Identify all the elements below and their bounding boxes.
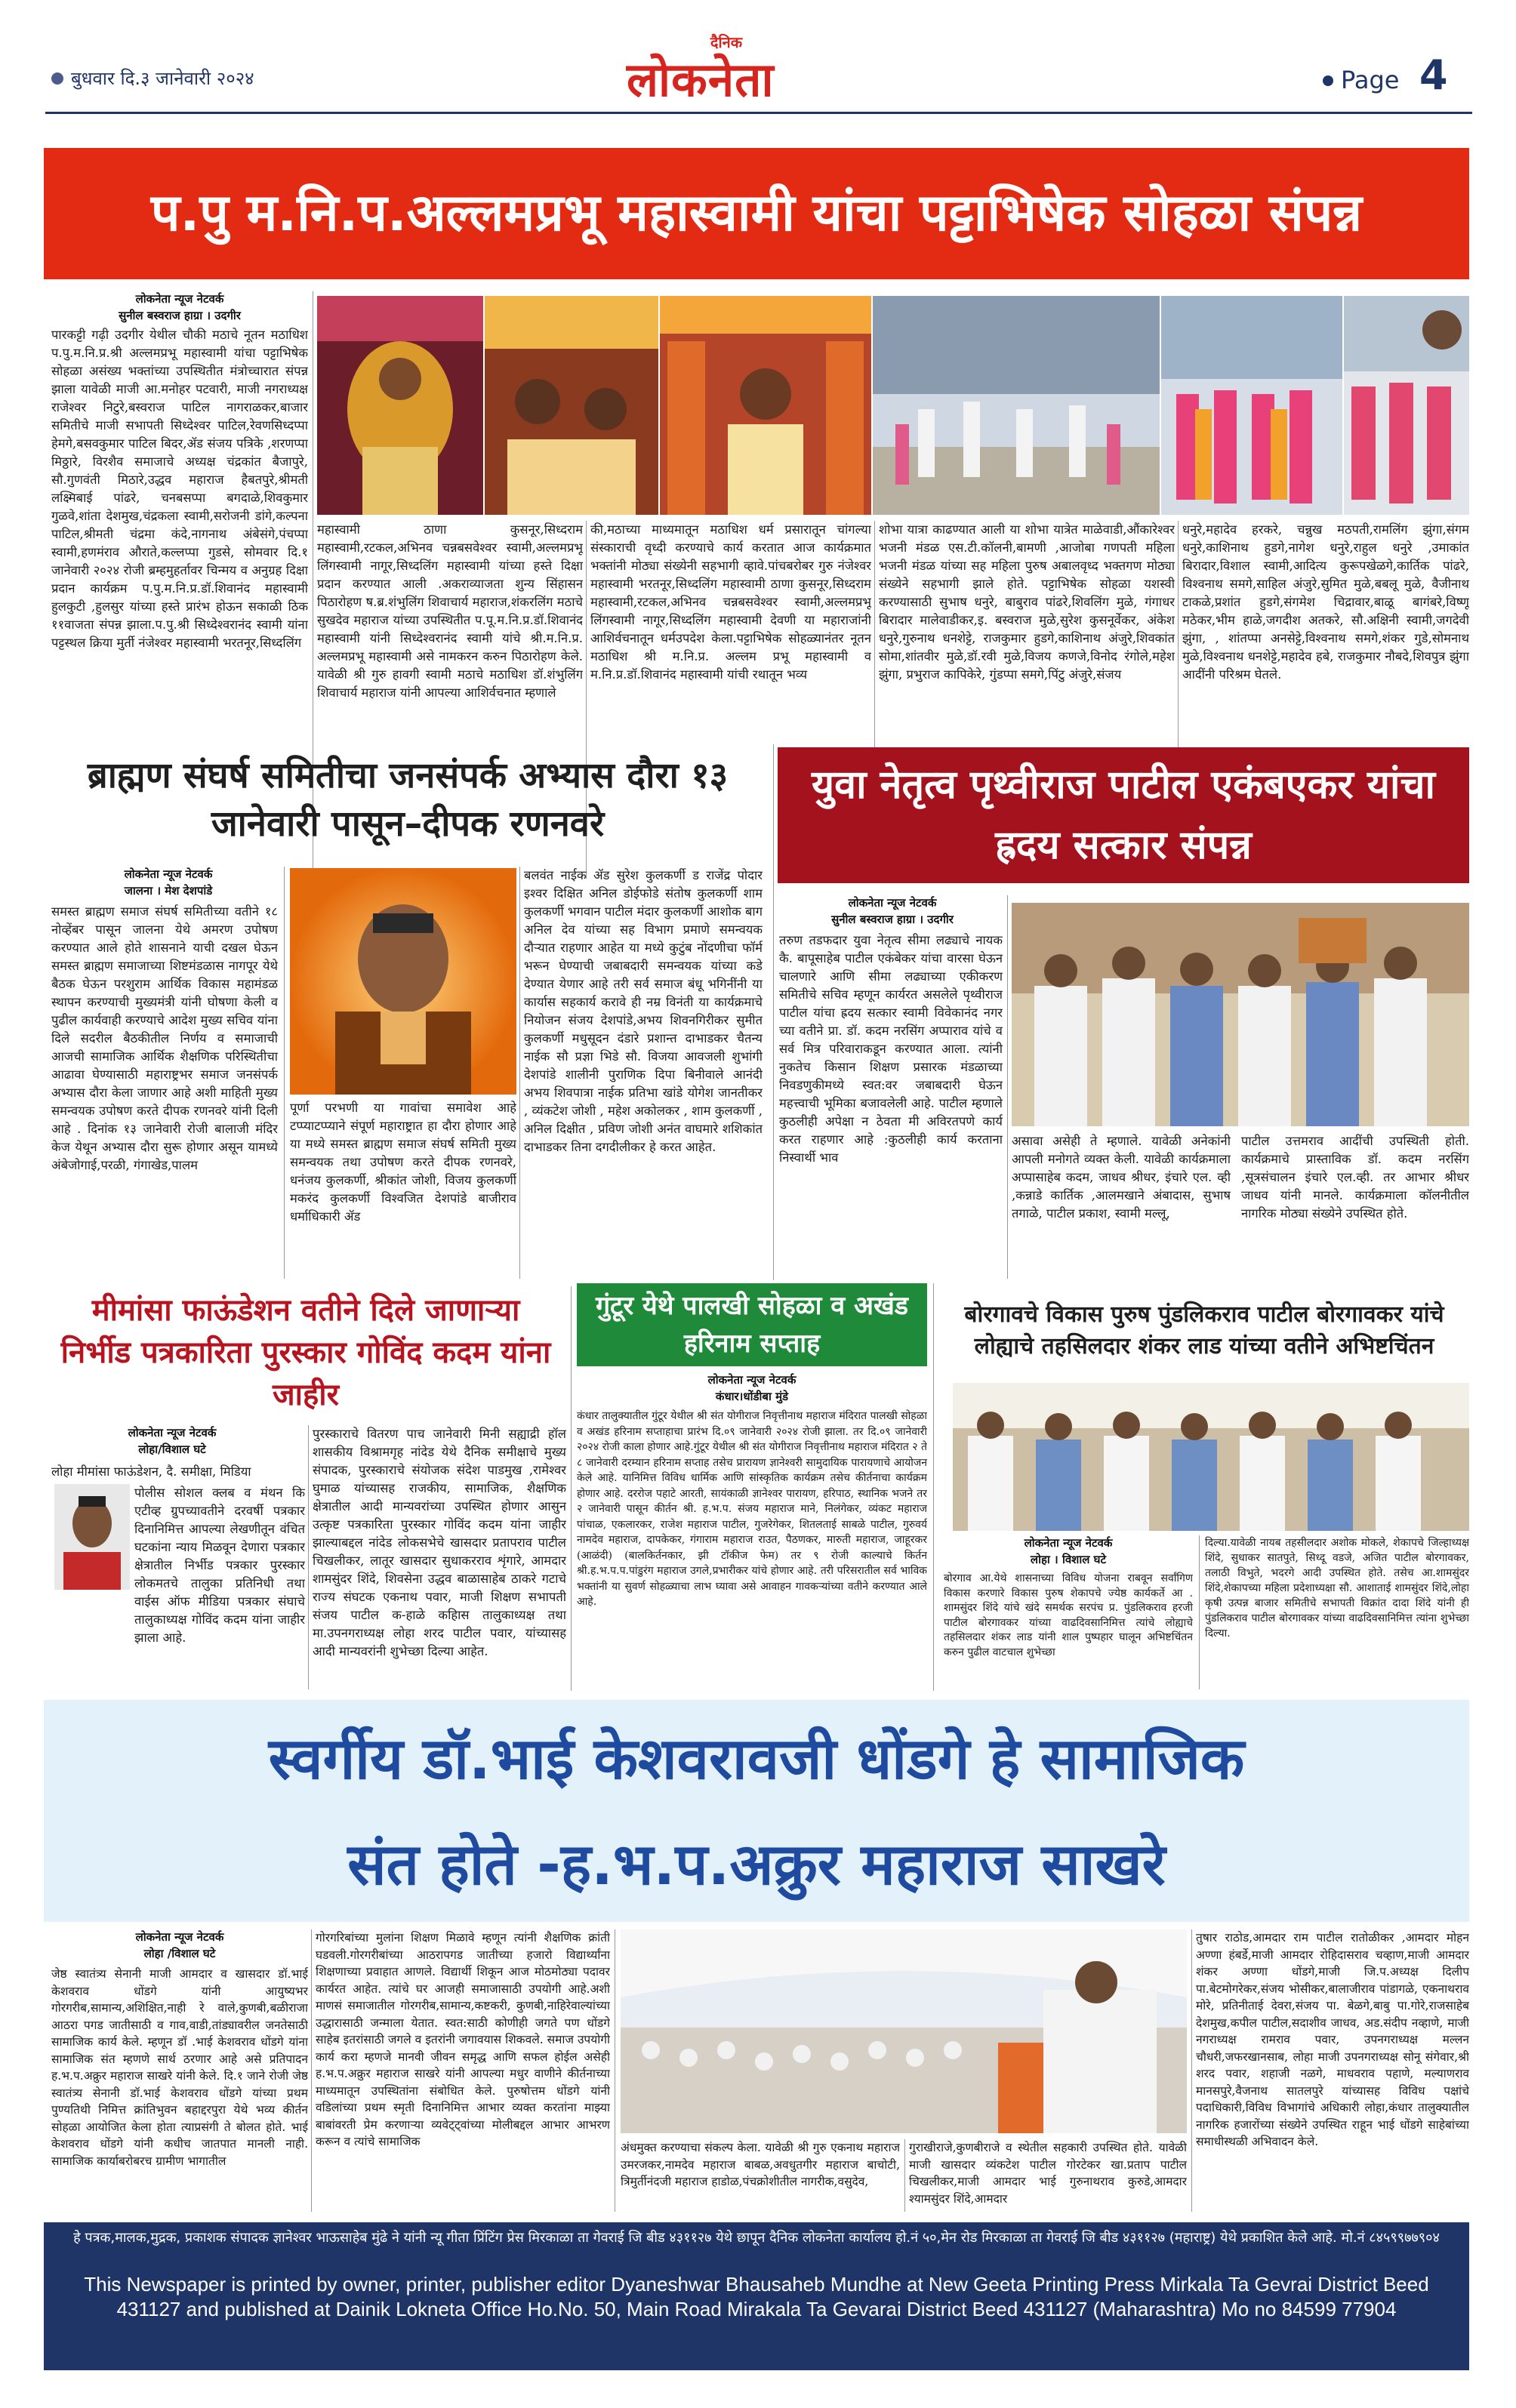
story2-column-3: बलवंत नाईक ॲड सुरेश कुलकर्णी ड राजेंद्र पोदार इश्वर दिक्षित अनिल डोईफोडे संतोष कुलकर्णी शाम कुलकर्णी भगवान पाटील मंदार कुलकर्णी आशोक बाग अनिल देव यांच्या सह विभाग प्रमाणे समन्वयक दौऱ्यात राहणार आहेत या मध्ये कुटुंब नोंदणीचा फॉर्म भरून घेण्याची जबाबदारी समन्वयक यांच्या कडे देण्यात येणार आहे तरी सर्व समाज बंधू भगिनींनी या कार्यास सहकार्य करावे ही नम्र विनंती या कार्यक्रमाचे नियोजन संजय देशपांडे,अभय शिवनगिरीकर सुमीत कुलकर्णी मधुसूदन दंडारे प्रशान्त दाभाडकर चैतन्य नाईक सौ प्रज्ञा भिडे सौ. विजया आवजली शुभांगी देशपांडे शालीनी पुराणिक दिपा बिनीवाले आनंदी अभय शिवपात्रा नाईक प्रतिभा खांडे योगेश जानतीकर , व्यंकटेश जोशी , महेश अकोलकर , शाम कुलकर्णी , अनिल दिक्षीत , प्रविण जोशी अनंत वाघमारे शशिकांत दाभाडकर तिना दगदीलीकर हे करत आहेत.: [524, 868, 763, 1154]
story6-byline-network: लोकनेता न्यूज नेटवर्क: [1024, 1536, 1113, 1550]
story5-body: कंधार तालुक्यातील गुंटूर येथील श्री संत योगीराज निवृत्तीनाथ महाराज मंदिरात पालखी सोहळा व अखंड हरिनाम सप्ताहाचा प्रारंभ दि.०९ जानेवारी २०२४ रोजी झाला. तर दि.०९ जानेवारी २०२४ रोजी काला होणार आहे.गुंटूर येथील श्री संत योगीराज निवृत्तीनाथ महाराज मंदिरात २ ते ८ जानेवारी दरम्यान हरिनाम सप्ताह तसेच प्रारायण ज्ञानेश्वरी सामुदायिक पारायणाचे आयोजन केले आहे. यानिमित्त विविध धार्मिक आणि सांस्कृतिक कार्यक्रम तसेच कीर्तनाचा कार्यक्रम होणार आहे. दररोज पहाटे आरती, सायंकाळी ज्ञानेश्वर पारायण, हरिपाठ, स्थानिक भजने तर २ जानेवारी पासून कीर्तन श्री. ह.भ.प. संजय महाराज माने, निलंगेकर, व्यंकट महाराज पांचाळ, एकलारकर, राजेश महाराज पाटील, गुजरेगेकर, शितलताई साबळे पाटील, गुरुवर्य नामदेव महाराज, दापकेकर, गंगाराम महाराज राउत, पैठणकर, मारुती महाराज, जाहूरकर (आळंदी) (बालकिर्तनकार, झी टॉकीज फेम) तर ९ रोजी काल्याचे किर्तन श्री.ह.भ.प.प.पांडुरंग महाराज उगले,प्रभारीकर यांचे होणार आहे. तरी परिसरातील सर्व भाविक भक्तांनी या सुवर्ण सोहळ्याचा लाभ घ्यावा असे आवाहन गावकऱ्यांच्या वतीने करण्यात आले आहे.: [577, 1410, 927, 1608]
story1-photo-procession-3: [1344, 296, 1469, 515]
story2-byline-network: लोकनेता न्यूज नेटवर्क: [124, 867, 213, 881]
column-rule: [773, 744, 774, 1280]
imprint-marathi: हे पत्रक,मालक,मुद्रक, प्रकाशक संपादक ज्ञानेश्वर भाऊसाहेब मुंढे ने यांनी न्यू गीता प्रिंटिंग प्रेस मिरकाळा ता गेवराई जि बीड ४३११२७ येथे छापून दैनिक लोकनेता कार्यालय हो.नं ५०,मेन रोड मिरकाळा ता गेवराई जि बीड ४३११२७ (महाराष्ट्र) येथे प्रकाशित केले आहे. मो.नं ८४५९९७७९०४: [73, 2230, 1440, 2246]
masthead: [0, 0, 1516, 136]
column-rule: [1191, 1929, 1192, 2212]
story1-byline-network: लोकनेता न्यूज नेटवर्क: [135, 292, 224, 306]
imprint-english: This Newspaper is printed by owner, printer, publisher editor Dyaneshwar Bhausaheb Mundhe at New Geeta Printing Press Mirkala Ta Gevrai District Beed 431127 and published at Dainik Lokneta Office Ho.No. 50, Main Road Mirakala Ta Gevarai District Beed 431127 (Maharashtra) Mo no 84599 77904: [84, 2273, 1429, 2320]
story4-photo-govind-kadam: [54, 1484, 130, 1590]
column-rule: [933, 1283, 934, 1691]
story4-column-1: पोलीस सोशल क्लब व मंथन कि एटीव्ह ग्रुपच्यावतीने दरवर्षी पत्रकार दिनानिमित्त आपल्या लेखणीतून वंचित घटकांना न्याय मिळवून देणारा पत्रकार क्षेत्रातील निर्भीड पत्रकार पुरस्कार लोकमतचे तालुका प्रतिनिधी तथा वाईस ऑफ मीडिया पत्रकार संघाचे तालुकाध्यक्ष गोविंद कदम यांना जाहीर झाला आहे.: [134, 1486, 305, 1645]
story1-photo-ceremony-3: [660, 296, 871, 515]
story1-column-1: पारकट्टी गढ़ी उदगीर येथील चौकी मठाचे नूतन मठाधिश प.पु.म.नि.प्र.श्री अल्लमप्रभू महास्वामी यांचा पट्टाभिषेक सोहळा असंख्य भक्तांच्या उपस्थितीत मंत्रोच्चारात संपन्न झाला यावेळी माजी आ.मनोहर पटवारी, माजी नगराध्यक्ष राजेश्वर निटुरे,बस्वराज पाटिल नागराळकर,बाजार समितीचे माजी सभापती सिध्देश्वर पाटिल,रेवणसिध्दप्पा हेमगे,बसवकुमार पाटिल बिदर,ॲड संजय पत्रिके ,शरणप्पा मिठ्ठारे, विरशैव समाजाचे अध्यक्ष चंद्रकांत बैजापुरे, सौ.गुणवंती मिठारे,उद्धव महाराज हैबतपुरे,श्रीमती लक्ष्मिबाई पांढरे, चनबसप्पा बगदाळे,शिवकुमार गुळवे,शांता देशमुख,चंद्रकला स्वामी,सरोजनी डांगे,कल्पना पाटिल,श्रीमती चंद्रमा कंदे,नागनाथ अंबेसंगे,पंचप्पा स्वामी,हणमंराव औराते,कल्लप्पा गुडसे, सोमवार दि.१ जानेवारी २०२४ रोजी ब्रम्हमुहर्तावर चिन्मय व अनुग्रह दिक्षा प्रदान कार्यक्रम प.पु.म.नि.प्र.डॉ.शिवानंद महास्वामी हुलकुटी ,हुलसुर यांच्या हस्ते प्रारंभ होऊन सकाळी ठिक ११वाजता संपन्न झाला.प.पु.श्री सिध्देश्वरानंद स्वामी यांना पट्टस्थल क्रिया मुर्ती नंजेश्वर महास्वामी भरतनूर,सिध्दलिंग: [51, 328, 308, 650]
column-rule: [1007, 895, 1008, 1279]
story1-photo-procession-1: [873, 296, 1160, 515]
story7-column-3: अंधमुक्त करण्याचा संकल्प केला. यावेळी श्री गुरु एकनाथ महाराज उमरजकर,नामदेव महाराज बाबळ,अवधुतगीर महाराज बाचोटी, त्रिमुर्तीनंदजी महाराज हाडोळ,पंचक्रोशीतील नागरीक,वसुदेव,: [621, 2141, 900, 2188]
story4-column-2: पुरस्काराचे वितरण पाच जानेवारी मिनी सह्याद्री हॉल शासकीय विश्रामगृह नांदेड येथे दैनिक समीक्षाचे मुख्य संपादक, पुरस्काराचे संयोजक संदेश पाडमुख ,रामेश्वर घुमाळ यांच्यासह राजकीय, सामाजिक, शैक्षणिक क्षेत्रातील आदी मान्यवरांच्या उपस्थित होणार आसुन उत्कृष्ट पत्रकारिता पुरस्कार गोविंद कदम यांना जाहीर झाल्याबद्दल नांदेड लोकसभेचे खासदार प्रतापराव पाटील चिखलीकर, लातूर खासदार सुधाकरराव शृंगारे, आमदार शामसुंदर शिंदे, शिवसेना उद्धव बाळासाहेब ठाकरे गटाचे राज्य संघटक एकनाथ पवार, माजी शिक्षण सभापती संजय पाटील क-हाळे कहिास तालुकाध्यक्ष तथा मा.उपनगराध्यक्ष लोहा शरद पाटील पवार, यांच्यासह आदी मान्यवरांनी शुभेच्छा दिल्या आहेत.: [313, 1427, 566, 1658]
column-rule: [571, 1286, 572, 1691]
story1-column-4: शोभा यात्रा काढण्यात आली या शोभा यात्रेत माळेवाडी,औंकारेश्वर भजनी मंडळ एस.टी.कॉलनी,बामणी ,आजोबा गणपती महिला भजनी मंडळ यांच्या सह महिला पुरुष अबालवृध्द भक्तगण मोठ्या संख्येने सहभागी झाले होते. पट्टाभिषेक सोहळा यशस्वी करण्यासाठी सुभाष धनुरे, बाबुराव पांढरे,शिवलिंग मुळे, गंगाधर बिरादार मालेवाडीकर,इ. बस्वराज मुळे,सुरेश कुसनूर्वेकर, अंकेश धनुरे,गुरुनाथ धनशेट्टे, राजकुमार हुडगे,काशिनाथ अंजुरे,शिवकांत सोमा,शांतवीर मुळे,डॉ.रवी मुळे,विजय कणजे,विनोद रंगोले,महेश झुंगा, प्रभुराज कापिकेरे, गुंडप्पा समगे,पिंटु अंजुरे,संजय: [879, 522, 1175, 682]
imprint-footer: [44, 2222, 1469, 2370]
story3-headline: युवा नेतृत्व पृथ्वीराज पाटील एकंबएकर यांचा ह्रदय सत्कार संपन्न: [778, 747, 1469, 883]
story3-photo-felicitation: [1012, 903, 1469, 1126]
page-label: Page: [1341, 66, 1400, 94]
story7-column-2: गोरगरिबांच्या मुलांना शिक्षण मिळावे म्हणून त्यांनी शैक्षणिक क्रांती घडवली.गोरगरीबांच्या आठरापगड जातीच्या हजारो विद्यार्थ्यांना शिक्षणाच्या प्रवाहात आणले. विद्यार्थी शिकून आज मोठमोठ्या पदावर कार्यरत आहेत. त्यांचे घर आजही समाजासाठी उपयोगी आहे.अशी माणसं समाजातील गोरगरीब,सामान्य,कष्टकरी, कुणबी,नाहिरेवाल्यांच्या उद्धारासाठी जन्माला येतात. स्वत:साठी कोणीही जगते पण धोंडगे साहेब इतरांसाठी जगले व इतरांनी जगावयास शिकवले. समाज उपयोगी कार्य करा म्हणजे मानवी जीवन समृद्ध आणि सफल होईल असेही ह.भ.प.अक्रुर महाराज साखरे यांनी आपल्या मधुर वाणीने कीर्तनाच्या माध्यमातून उपस्थितांना संबोधित केले. पुरुषोत्तम धोंडगे यांनी वडिलांच्या प्रथम स्मृती दिनानिमित्त आभार व्यक्त करतांना माझ्या बाबांवरती प्रेम करणाऱ्या व्यवेट्ट्वांच्या मोलीबद्दल आभार आभरण करून व त्यांचे सामाजिक: [316, 1931, 610, 2148]
story7-byline-author: लोहा /विशाल घटे: [143, 1947, 216, 1960]
story7-byline-network: लोकनेता न्यूज नेटवर्क: [135, 1930, 224, 1944]
page-number: 4: [1419, 51, 1448, 99]
story3-byline-author: सुनील बस्वराज हाग्रा । उदगीर: [831, 913, 954, 926]
story2-column-2: पूर्णा परभणी या गावांचा समावेश आहे टप्प्याटप्प्याने संपूर्ण महाराष्ट्रात हा दौरा होणार आहे या मध्ये समस्त ब्राह्मण समाज संघर्ष समिती मुख्य समन्वयक तथा उपोषण करते दीपक रणनवरे, धनंजय कुलकर्णी, श्रीकांत जोशी, विजय कुलकर्णी मकरंद कुलकर्णी विश्वजित देशपांडे बाजीराव धर्माधिकारी ॲड: [290, 1101, 516, 1224]
story6-byline-author: लोहा । विशाल घटे: [1030, 1553, 1107, 1566]
story3-column-1: तरुण तडफदार युवा नेतृत्व सीमा लढ्याचे नायक कै. बापूसाहेब पाटील एकंबेकर यांचा वारसा घेऊन चालणारे आणि सीमा लढ्याच्या एकीकरण समितीचे सचिव म्हणून कार्यरत असलेले पृथ्वीराज पाटील यांचा ह्रदय सत्कार स्वामी विवेकानंद नगर च्या वतीने प्रा. डॉ. कदम नरसिंग अप्पाराव यांचे व सर्व मित्र परिवाराकडून करण्यात आला. त्यांनी नुकतेच किसान शिक्षण प्रसारक मंडळाच्या निवडणुकीमध्ये स्वत:वर जबाबदारी घेऊन महत्त्वाची भूमिका बजावलेली आहे. पाटील म्हणाले कुठलीही अपेक्षा न ठेवता मी अविरतपणे कार्य करत राहणार आहे :कुठलीही कार्य करताना निस्वार्थी भाव: [779, 933, 1003, 1165]
story1-photo-ceremony-2: [485, 296, 658, 515]
column-rule: [284, 867, 285, 1279]
story3-byline-network: लोकनेता न्यूज नेटवर्क: [848, 896, 937, 910]
story3-column-2: असावा असेही ते म्हणाले. यावेळी अनेकांनी आपली मनोगते व्यक्त केली. यावेळी कार्यक्रमाला अप्पासाहेब कदम, जाधव श्रीधर, इंचारे एल. व्ही ,कन्नाडे कार्तिक ,आलमखाने अंबादास, सुभाष तगाळे, पाटील प्रकाश, स्वामी मल्लू,: [1012, 1134, 1231, 1221]
masthead-bullet-icon: [51, 72, 63, 85]
story5-byline-author: कंधार।धोंडीबा मुंडे: [715, 1390, 789, 1403]
story6-photo-felicitation: [953, 1383, 1469, 1531]
column-rule: [311, 1929, 312, 2212]
story7-column-4: गुराखीराजे,कुणबीराजे व स्थेतील सहकारी उपस्थित होते. यावेळी माजी खासदार व्यंकटेश पाटील गोरटेकर खा.प्रताप पाटील चिखलीकर,माजी आमदार भाई गुरुनाथराव कुरुडे,आमदार श्यामसुंदर शिंदे,आमदार: [909, 2141, 1187, 2206]
story6-column-1: बोरगाव आ.येथे शासनाच्या विविध योजना राबवून सर्वांगिण विकास करणारे विकास पुरुष शेकापचे ज्येष्ठ कार्यकर्ते आ . शामसुंदर शिंदे यांचे खंदे समर्थक सरपंच प्र. पुंडलिकराव हरजी पाटील बोरगावकर यांच्या वाढदिवसानिमित्त त्यांचे लोह्याचे तहसिलदार शंकर लाड यांनी शाल पुष्पहार घालून अभिष्टचिंतन करुन पुढील वाटचाल शुभेच्छा: [944, 1572, 1193, 1658]
column-rule: [1199, 1535, 1200, 1689]
logo: लोकनेता: [627, 52, 775, 107]
story6-column-2: दिल्या.यावेळी नायब तहसीलदार अशोक मोकले, शेकापचे जिल्हाध्यक्ष शिंदे, सुधाकर सातपुते, सिध्दू वडजे, अजित पाटील बोरगावकर, तलाठी विभुते, भदरगे आदी उपस्थित होते. तसेच आ.शामसुंदर शिंदे,शेकापच्या महिला प्रदेशाध्यक्षा सौ. आशाताई शामसुंदर शिंदे,लोहा कृषी उत्पन्न बाजार समितीचे सभापती विक्रांत दादा शिंदे यांनी ही पुंडलिकराव पाटील बोरगावकर यांच्या वाढदिवसानिमित्त त्यांना शुभेच्छा दिल्या.: [1205, 1537, 1469, 1640]
story1-photo-ceremony-1: [317, 296, 483, 515]
story6-headline: बोरगावचे विकास पुरुष पुंडलिकराव पाटील बोरगावकर यांचे लोह्याचे तहसिलदार शंकर लाड यांच्या वतीने अभिष्टचिंतन: [964, 1301, 1444, 1360]
story7-photo-kirtan-gathering: [621, 1929, 1187, 2133]
logo-small-text: दैनिक: [710, 33, 743, 51]
story4-byline-author: लोहा/विशाल घटे: [138, 1443, 206, 1456]
story5-headline: गुंटूर येथे पालखी सोहळा व अखंड हरिनाम सप्ताह: [577, 1283, 927, 1366]
story3-column-3: पाटील उत्तमराव आदींची उपस्थिती होती. कार्यक्रमाचे प्रास्ताविक डॉ. कदम नरसिंग ,सूत्रसंचालन इंचारे एल.व्ही. तर आभार श्रीधर जाधव यांनी मानले. कार्यक्रमाला कॉलनीतील नागरिक मोठ्या संख्येने उपस्थित होते.: [1241, 1134, 1469, 1221]
column-rule: [904, 2139, 905, 2212]
story1-column-3: की,मठाच्या माध्यमातून मठाधिश धर्म प्रसारातून चांगल्या संस्काराची वृध्दी करण्याचे कार्य करतात आज कार्यक्रमात भक्तांनी मोठ्या संख्येनी सहभागी व्हावे.पांचबरोबर गुरु नंजेश्वर महास्वामी भरतनूर,सिध्दलिंग महास्वामी ठाणा कुसनूर,सिध्दराम महास्वामी,रटकल,अभिनव चन्नबसवेश्वर स्वामी,अल्लमप्रभू लिंगस्वामी नागूर,सिध्दलिंग महास्वामी देवणी या महाराजांनी आशिर्वचनातून धर्मउपदेश केला.पट्टाभिषेक सोहळ्यानंतर नूतन मठाधिश श्री म.नि.प्र. अल्लम प्रभू महास्वामी व म.नि.प्र.डॉ.शिवानंद महास्वामी यांची रथातून भव्य: [590, 522, 871, 682]
story1-byline-author: सुनील बस्वराज हाग्रा । उदगीर: [119, 309, 241, 322]
story2-column-1: समस्त ब्राह्मण समाज संघर्ष समितीच्या वतीने १८ नोव्हेंबर पासून जालना येथे अमरण उपोषण करण्यात आले होते शासनाने याची दखल घेऊन समस्त ब्राह्मण समाजाच्या शिष्टमंडळास नागपूर येथे बैठक घेऊन परशुराम आर्थिक विकास महामंडळ स्थापन करण्याची मुख्यमंत्री यांनी घोषणा केली व पुढील कार्यवाही करण्याचे आदेश मुख्य सचिव यांना दिले सदरील बैठकीतील निर्णय व समाजाची आजची सामाजिक आर्थिक शैक्षणिक परिस्थितीचा आढावा घेण्यासाठी महाराष्ट्रभर समाज जनसंपर्क अभ्यास दौरा केला जाणार आहे अशी माहिती मुख्य समन्वयक उपोषण करते दीपक रणनवरे यांनी दिली आहे . दिनांक १३ जानेवारी रोजी बालाजी मंदिर केज येथून अभ्यास दौरा सुरू होणार असून यामध्ये अंबेजोगाई,परळी, गंगाखेड,पालम: [51, 904, 278, 1172]
story7-headline-line-2: संत होते -ह.भ.प.अक्रुर महाराज साखरे: [347, 1831, 1166, 1898]
column-rule: [308, 1425, 309, 1689]
story2-byline-author: जालना । मेश देशपांडे: [124, 884, 213, 898]
masthead-divider: [45, 112, 1472, 114]
story7-headline-line-1: स्वर्गीय डॉ.भाई केशवरावजी धोंडगे हे सामाजिक: [268, 1725, 1245, 1792]
story7-column-1: जेष्ठ स्वातंत्र्य सेनानी माजी आमदार व खासदार डॉ.भाई केशवराव धोंडगे यांनी आयुष्यभर गोरगरीब,सामान्य,अशिक्षित,नाही रे वाले,कुणबी,बळीराजा आठरा पगड जातीसाठी व गाव,वाडी,तांड्यावरील जनतेसाठी सामाजिक कार्य केले. म्हणून डॉ .भाई केशवराव धोंडगे यांना सामाजिक संत म्हणणे सार्थ ठरणार आहे असे प्रतिपादन ह.भ.प.अक्रुर महाराज साखरे यांनी केले. दि.१ जाने रोजी जेष्ठ स्वातंत्र्य सेनानी डॉ.भाई केशवराव धोंडगे यांच्या प्रथम पुण्यतिथी निमित्त क्रांतिभुवन बहाद्दरपुरा येथे भव्य कीर्तन सोहळा आयोजित केला होता त्याप्रसंगी ते बोलत होते. भाई केशवराव धोंडगे यांनी कधीच जातपात मानली नाही. सामाजिक कार्याबरोबरच ग्रामीण भागातील: [51, 1967, 308, 2168]
story1-column-5: धनुरे,महादेव हरकरे, चन्नुख मठपती,रामलिंग झुंगा,संगम धनुरे,काशिनाथ हुडगे,नागेश धनुरे,राहुल धनुरे ,उमाकांत बिरादार,विशाल स्वामी,आदित्य कुरूपखेळगे,कार्तिक पांढरे, विश्वनाथ समगे,साहिल अंजुरे,सुमित मुळे,बबलू मुळे, वैजीनाथ टाकळे,प्रशांत हुडगे,संगमेश चिद्रावार,बाळू बागंबरे,विष्णू मठेकर,भीम हाळे,जगदीश अतकरे, सौ.अक्षिनी स्वामी,जगदेवी झुंगा, , शांतप्पा अनसेट्टे,विश्वनाथ समगे,शंकर गुडे,सोमनाथ मुळे,विश्वनाथ धनशेट्टे,महादेव हबे, राजकुमार नौबदे,शिवपुत्र झुंगा आदींनी परिश्रम घेतले.: [1182, 522, 1469, 682]
story1-photo-procession-2: [1161, 296, 1342, 515]
story5-byline-network: लोकनेता न्यूज नेटवर्क: [707, 1373, 797, 1387]
story4-byline-network: लोकनेता न्यूज नेटवर्क: [128, 1426, 217, 1440]
story7-column-5: तुषार राठोड,आमदार राम पाटील रातोळीकर ,आमदार मोहन अण्णा हंबर्डे,माजी आमदार रोहिदासराव चव्हाण,माजी आमदार शंकर अण्णा धोंडगे,माजी जि.प.अध्यक्ष दिलीप पा.बेटमोगरेकर,संजय भोसीकर,बालाजीराव पांडागळे, एकनाथराव मोरे, प्रतिनीताई देवरा,संजय पा. बेळगे,बाबु पा.गोरे,राजसाहेब देशमुख,कपील पाटील,सदाशीव जाधव, अड.संदीप नव्हाणे, माजी नगराध्यक्ष रामराव पवार, उपनगराध्यक्ष मल्लन चौधरी,जफरखानसाब, लोहा माजी उपनगराध्यक्ष सोनू संगेवार,श्री शरद पवार, शहाजी नळगे, माधवराव पहाणे, मल्याणराव मानसपुरे,वैजनाथ सातलपुरे यांच्यासह विविध पक्षांचे पदाधिकारी,विविध विभागांचे अधिकारी लोहा,कंधार तालुक्यातील नागरिक हजारोंच्या संख्येने उपस्थित राहून भाई धोंडगे साहेबांच्या समाधीस्थळी अभिवादन केले.: [1196, 1931, 1469, 2148]
story4-headline: मीमांसा फाऊंडेशन वतीने दिले जाणाऱ्या निर्भीड पत्रकारिता पुरस्कार गोविंद कदम यांना जाहीर: [60, 1293, 551, 1412]
issue-date: बुधवार दि.३ जानेवारी २०२४: [71, 68, 254, 89]
story1-column-2: महास्वामी ठाणा कुसनूर,सिध्दराम महास्वामी,रटकल,अभिनव चन्नबसवेश्वर स्वामी,अल्लमप्रभू लिंगस्वामी नागूर,सिध्दलिंग महास्वामी यांच्या हस्ते दिक्षा प्रदान करण्यात आली .अकराव्याजता शुन्य सिंहासन पिठारोहण ष.ब्र.शंभुलिंग शिवाचार्य महाराज,शंकरलिंग मठाचे सुखदेव महाराज यांच्या उपस्थितीत प.पू.म.नि.प्र.डॉ.शिवानंद महास्वामी यांनी सिध्देश्वरानंद स्वामी यांचे श्री.म.नि.प्र. अल्लमप्रभू महास्वामी असे नामकरन करुन पिठारोहण केले. यावेळी श्री गुरु हावगी स्वामी मठाचे मठाधिश डॉ.शंभुलिंग शिवाचार्य महाराज यांनी आपल्या आशिर्वचनात म्हणाले: [317, 522, 583, 700]
page-bullet-icon: [1323, 75, 1333, 86]
story4-lead: लोहा मीमांसा फाऊंडेशन, दै. समीक्षा, मिडिया: [51, 1464, 251, 1479]
story1-headline: प.पु म.नि.प.अल्लमप्रभू महास्वामी यांचा पट्टाभिषेक सोहळा संपन्न: [44, 148, 1469, 279]
column-rule: [519, 867, 520, 1279]
story2-headline: ब्राह्मण संघर्ष समितीचा जनसंपर्क अभ्यास दौरा १३ जानेवारी पासून–दीपक रणनवरे: [87, 755, 729, 845]
story2-photo-deepak-rananavare: [290, 868, 516, 1095]
